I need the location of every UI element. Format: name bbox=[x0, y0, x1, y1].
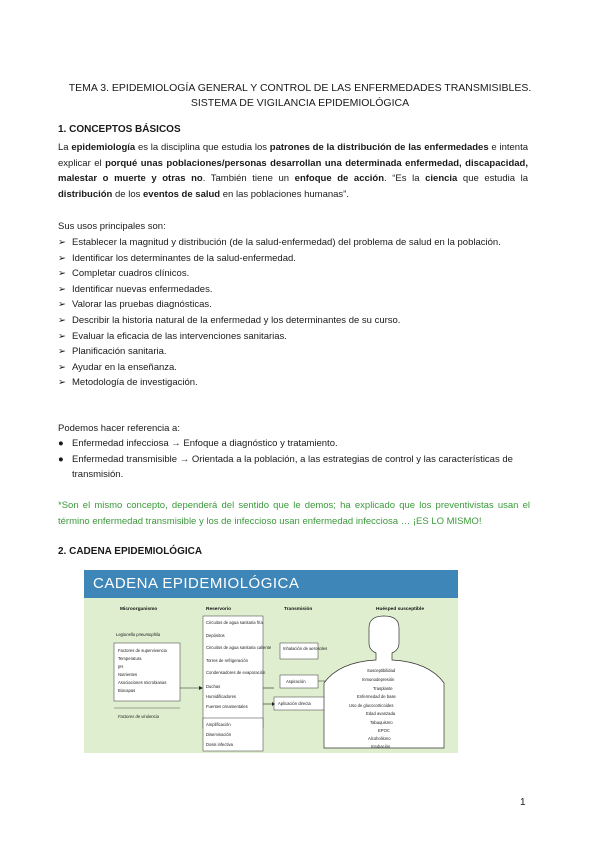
arrow-bullet-icon: ➢ bbox=[58, 252, 66, 264]
host-factor: Edad avanzada bbox=[366, 711, 396, 716]
figure-diagram bbox=[84, 598, 458, 753]
transmission-item: Aspiración bbox=[286, 679, 306, 684]
host-factor: Uso de glucocorticoides bbox=[349, 703, 394, 708]
list-item: ➢ Establecer la magnitud y distribución (de la salud-enfermedad) del problema de salud en la población. bbox=[58, 235, 530, 251]
list-item: ➢ Planificación sanitaria. bbox=[58, 344, 530, 360]
host-factor: Alcoholismo bbox=[368, 736, 391, 741]
figure-title: CADENA EPIDEMIOLÓGICA bbox=[93, 575, 300, 592]
list-item: ➢ Identificar los determinantes de la salud-enfermedad. bbox=[58, 251, 530, 267]
list-item: ➢ Ayudar en la enseñanza. bbox=[58, 360, 530, 376]
micro-item: Asociaciones microbianas bbox=[118, 680, 167, 685]
col-header-huesped: Huésped susceptible bbox=[376, 607, 424, 612]
host-factor: Enfermedad de base bbox=[357, 694, 396, 699]
arrow-bullet-icon: ➢ bbox=[58, 346, 66, 358]
col-header-micro: Microorganismo bbox=[120, 607, 158, 612]
col-header-transmision: Transmisión bbox=[284, 607, 313, 612]
host-factor: Susceptibilidad bbox=[367, 668, 396, 673]
section-heading-conceptos: 1. CONCEPTOS BÁSICOS bbox=[58, 124, 181, 135]
micro-item: pH bbox=[118, 664, 124, 669]
bullet-dot-icon: ● bbox=[58, 453, 64, 465]
figure-header bbox=[84, 570, 458, 598]
arrow-bullet-icon: ➢ bbox=[58, 283, 66, 295]
arrow-bullet-icon: ➢ bbox=[58, 361, 66, 373]
section-heading-cadena: 2. CADENA EPIDEMIOLÓGICA bbox=[58, 546, 203, 557]
amplification-item: Diseminación bbox=[206, 732, 232, 737]
arrow-bullet-icon: ➢ bbox=[58, 268, 66, 280]
list-item: ➢ Identificar nuevas enfermedades. bbox=[58, 282, 530, 298]
arrow-bullet-icon: ➢ bbox=[58, 314, 66, 326]
reservoir-item: Circuitos de agua sanitaria caliente bbox=[206, 645, 272, 650]
uses-list bbox=[58, 235, 530, 391]
host-factor: Intubación bbox=[371, 744, 391, 749]
document-title-line-1: TEMA 3. EPIDEMIOLOGÍA GENERAL Y CONTROL DE LAS ENFERMEDADES TRANSMISIBLES. bbox=[68, 82, 532, 94]
list-item: ➢ Evaluar la eficacia de las intervenciones sanitarias. bbox=[58, 329, 530, 345]
reservoir-item: Humidificadores bbox=[206, 694, 237, 699]
virulence-label: Factores de virulencia bbox=[118, 714, 159, 719]
uses-intro: Sus usos principales son: bbox=[58, 221, 166, 232]
list-item: ➢ Describir la historia natural de la enfermedad y los determinantes de su curso. bbox=[58, 313, 530, 329]
host-factor: Trasplante bbox=[373, 686, 393, 691]
references-intro: Podemos hacer referencia a: bbox=[58, 423, 180, 434]
definition-paragraph: La epidemiología es la disciplina que estudia los patrones de la distribución de las enfermedades e intenta explicar el porqué unas poblaciones/personas desarrollan una determinada enfermedad, discapacidad, malestar o muerte y otras no. También tiene un enfoque de acción. “Es la ciencia que estudia la distribución de los eventos de salud en las poblaciones humanas”. bbox=[58, 142, 529, 200]
document-title-line-2: SISTEMA DE VIGILANCIA EPIDEMIOLÓGICA bbox=[190, 97, 410, 109]
references-list bbox=[58, 436, 530, 483]
bullet-dot-icon: ● bbox=[58, 438, 64, 449]
list-item: ➢ Completar cuadros clínicos. bbox=[58, 266, 530, 282]
transmission-item: Inhalación de aerosoles bbox=[283, 646, 328, 651]
host-factor: Inmunodepresión bbox=[362, 677, 395, 682]
reservoir-item: Condensadores de evaporación bbox=[206, 670, 266, 675]
micro-item: Nutrientes bbox=[118, 672, 138, 677]
transmission-item: Aplicación directa bbox=[278, 701, 311, 706]
micro-item: Temperatura bbox=[118, 656, 142, 661]
page-number: 1 bbox=[520, 797, 526, 808]
reservoir-item: Torres de refrigeración bbox=[206, 658, 248, 663]
epidemiological-chain-figure bbox=[84, 570, 458, 753]
list-item: ● Enfermedad infecciosa → Enfoque a diagnóstico y tratamiento. bbox=[58, 436, 530, 452]
amplification-item: Amplificación bbox=[206, 722, 231, 727]
micro-item: Biocapas bbox=[118, 688, 136, 693]
reservoir-item: Duchas bbox=[206, 684, 221, 689]
host-factor: Tabaquismo bbox=[370, 720, 393, 725]
arrow-bullet-icon: ➢ bbox=[58, 237, 66, 248]
amplification-item: Dosis infectiva bbox=[206, 742, 233, 747]
arrow-bullet-icon: ➢ bbox=[58, 330, 66, 342]
host-factor: EPOC bbox=[378, 728, 390, 733]
reservoir-item: Fuentes ornamentales bbox=[206, 704, 248, 709]
micro-item: Factores de supervivencia bbox=[118, 648, 167, 653]
col-header-reservorio: Reservorio bbox=[206, 607, 232, 612]
list-item: ➢ Valorar las pruebas diagnósticas. bbox=[58, 297, 530, 313]
reservoir-item: Circuitos de agua sanitaria fría bbox=[206, 620, 263, 625]
list-item: ● Enfermedad transmisible → Orientada a la población, a las estrategias de control y las características de transmisión. bbox=[58, 453, 513, 481]
note-paragraph: *Son el mismo concepto, dependerá del sentido que le demos; ha explicado que los preventivistas usan el término enfermedad transmisible y los de infeccioso usan enfermedad infecciosa … ¡ES LO MISMO! bbox=[58, 500, 530, 527]
micro-name: Legionella pneumophila bbox=[116, 632, 161, 637]
arrow-bullet-icon: ➢ bbox=[58, 299, 66, 311]
reservoir-item: Depósitos bbox=[206, 633, 225, 638]
arrow-bullet-icon: ➢ bbox=[58, 377, 66, 389]
list-item: ➢ Metodología de investigación. bbox=[58, 375, 530, 391]
